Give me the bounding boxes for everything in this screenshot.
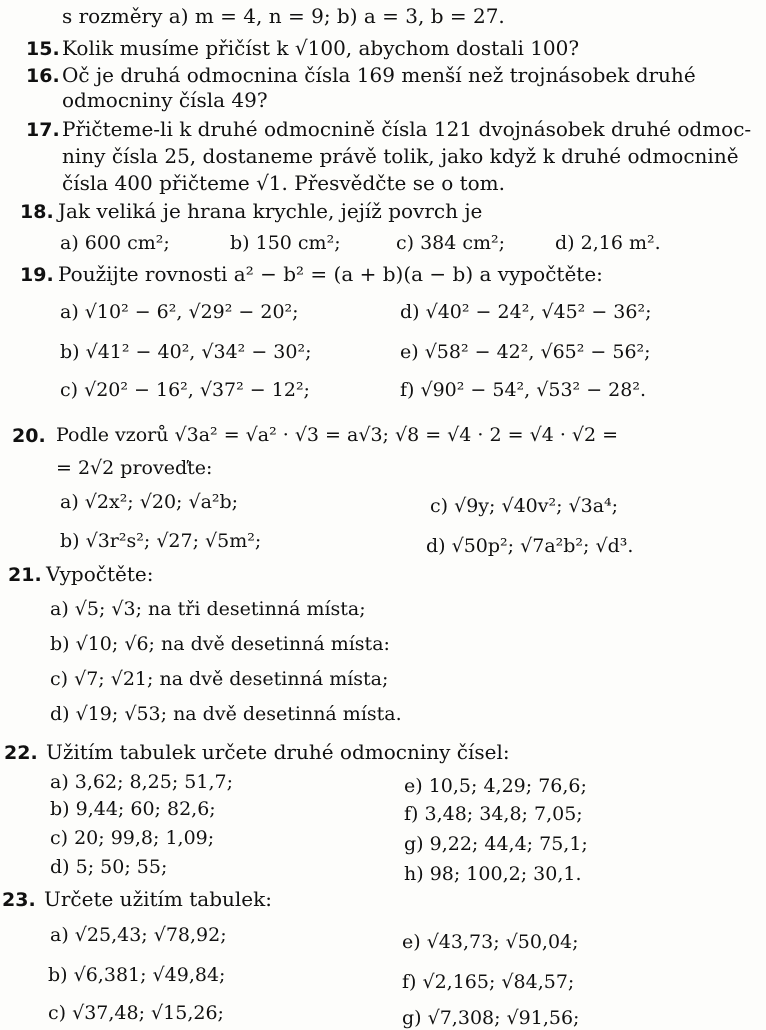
problem-23-item-e: e) √43,73; √50,04; bbox=[402, 931, 579, 953]
problem-19-item-f: f) √90² − 54², √53² − 28². bbox=[400, 379, 646, 401]
problem-21-item-a: a) √5; √3; na tři desetinná místa; bbox=[50, 598, 366, 620]
problem-18-text: Jak veliká je hrana krychle, jejíž povrch je bbox=[58, 199, 483, 223]
problem-number-15: 15. bbox=[26, 38, 60, 60]
problem-number-19: 19. bbox=[20, 264, 54, 286]
problem-15-text: Kolik musíme přičíst k √100, abychom dostali 100? bbox=[62, 36, 580, 60]
problem-18-item-c: c) 384 cm²; bbox=[396, 232, 506, 254]
problem-22-item-d: d) 5; 50; 55; bbox=[50, 856, 168, 878]
problem-17-text-line1: Přičteme-li k druhé odmocnině čísla 121 dvojnásobek druhé odmoc- bbox=[62, 117, 752, 141]
problem-23-item-c: c) √37,48; √15,26; bbox=[48, 1002, 224, 1024]
problem-22-item-h: h) 98; 100,2; 30,1. bbox=[404, 863, 582, 885]
problem-23-item-b: b) √6,381; √49,84; bbox=[48, 964, 226, 986]
problem-17-text-line2: niny čísla 25, dostaneme právě tolik, jako když k druhé odmocnině bbox=[62, 144, 739, 168]
problem-22-item-g: g) 9,22; 44,4; 75,1; bbox=[404, 833, 588, 855]
problem-23-item-g: g) √7,308; √91,56; bbox=[402, 1007, 580, 1029]
problem-number-23: 23. bbox=[2, 889, 36, 911]
problem-22-item-e: e) 10,5; 4,29; 76,6; bbox=[404, 775, 587, 797]
problem-22-item-a: a) 3,62; 8,25; 51,7; bbox=[50, 771, 233, 793]
problem-22-item-b: b) 9,44; 60; 82,6; bbox=[50, 798, 216, 820]
problem-22-item-c: c) 20; 99,8; 1,09; bbox=[50, 827, 215, 849]
problem-21-text: Vypočtěte: bbox=[46, 562, 154, 586]
problem-21-item-b: b) √10; √6; na dvě desetinná místa: bbox=[50, 633, 390, 655]
problem-20-item-c: c) √9y; √40v²; √3a⁴; bbox=[430, 495, 619, 517]
problem-19-text: Použijte rovnosti a² − b² = (a + b)(a − b) a vypočtěte: bbox=[58, 262, 603, 286]
problem-19-item-c: c) √20² − 16², √37² − 12²; bbox=[60, 379, 310, 401]
problem-16-text-line1: Oč je druhá odmocnina čísla 169 menší než trojnásobek druhé bbox=[62, 63, 696, 87]
problem-20-item-b: b) √3r²s²; √27; √5m²; bbox=[60, 530, 262, 552]
problem-20-item-a: a) √2x²; √20; √a²b; bbox=[60, 491, 239, 513]
problem-20-item-d: d) √50p²; √7a²b²; √d³. bbox=[426, 535, 634, 557]
problem-18-item-d: d) 2,16 m². bbox=[555, 232, 661, 254]
problem-21-item-d: d) √19; √53; na dvě desetinná místa. bbox=[50, 703, 402, 725]
problem-number-17: 17. bbox=[26, 119, 60, 141]
problem-22-item-f: f) 3,48; 34,8; 7,05; bbox=[404, 803, 583, 825]
problem-18-item-b: b) 150 cm²; bbox=[230, 232, 341, 254]
problem-19-item-b: b) √41² − 40², √34² − 30²; bbox=[60, 341, 312, 363]
problem-22-text: Užitím tabulek určete druhé odmocniny čísel: bbox=[46, 740, 510, 764]
problem-19-item-a: a) √10² − 6², √29² − 20²; bbox=[60, 301, 299, 323]
problem-number-22: 22. bbox=[4, 742, 38, 764]
problem-19-item-d: d) √40² − 24², √45² − 36²; bbox=[400, 301, 652, 323]
problem-number-21: 21. bbox=[8, 564, 42, 586]
problem-18-item-a: a) 600 cm²; bbox=[60, 232, 170, 254]
problem-number-20: 20. bbox=[12, 425, 46, 447]
problem-number-16: 16. bbox=[26, 65, 60, 87]
text-line-top: s rozměry a) m = 4, n = 9; b) a = 3, b = 27. bbox=[62, 4, 505, 28]
problem-21-item-c: c) √7; √21; na dvě desetinná místa; bbox=[50, 668, 389, 690]
problem-17-text-line3: čísla 400 přičteme √1. Přesvědčte se o tom. bbox=[62, 171, 505, 195]
problem-23-text: Určete užitím tabulek: bbox=[44, 887, 272, 911]
problem-19-item-e: e) √58² − 42², √65² − 56²; bbox=[400, 341, 651, 363]
problem-16-text-line2: odmocniny čísla 49? bbox=[62, 88, 268, 112]
problem-number-18: 18. bbox=[20, 201, 54, 223]
problem-23-item-a: a) √25,43; √78,92; bbox=[50, 924, 227, 946]
problem-23-item-f: f) √2,165; √84,57; bbox=[402, 971, 575, 993]
problem-20-text-line1: Podle vzorů √3a² = √a² · √3 = a√3; √8 = √4 · 2 = √4 · √2 = bbox=[56, 424, 619, 446]
problem-20-text-line2: = 2√2 proveďte: bbox=[56, 457, 213, 479]
